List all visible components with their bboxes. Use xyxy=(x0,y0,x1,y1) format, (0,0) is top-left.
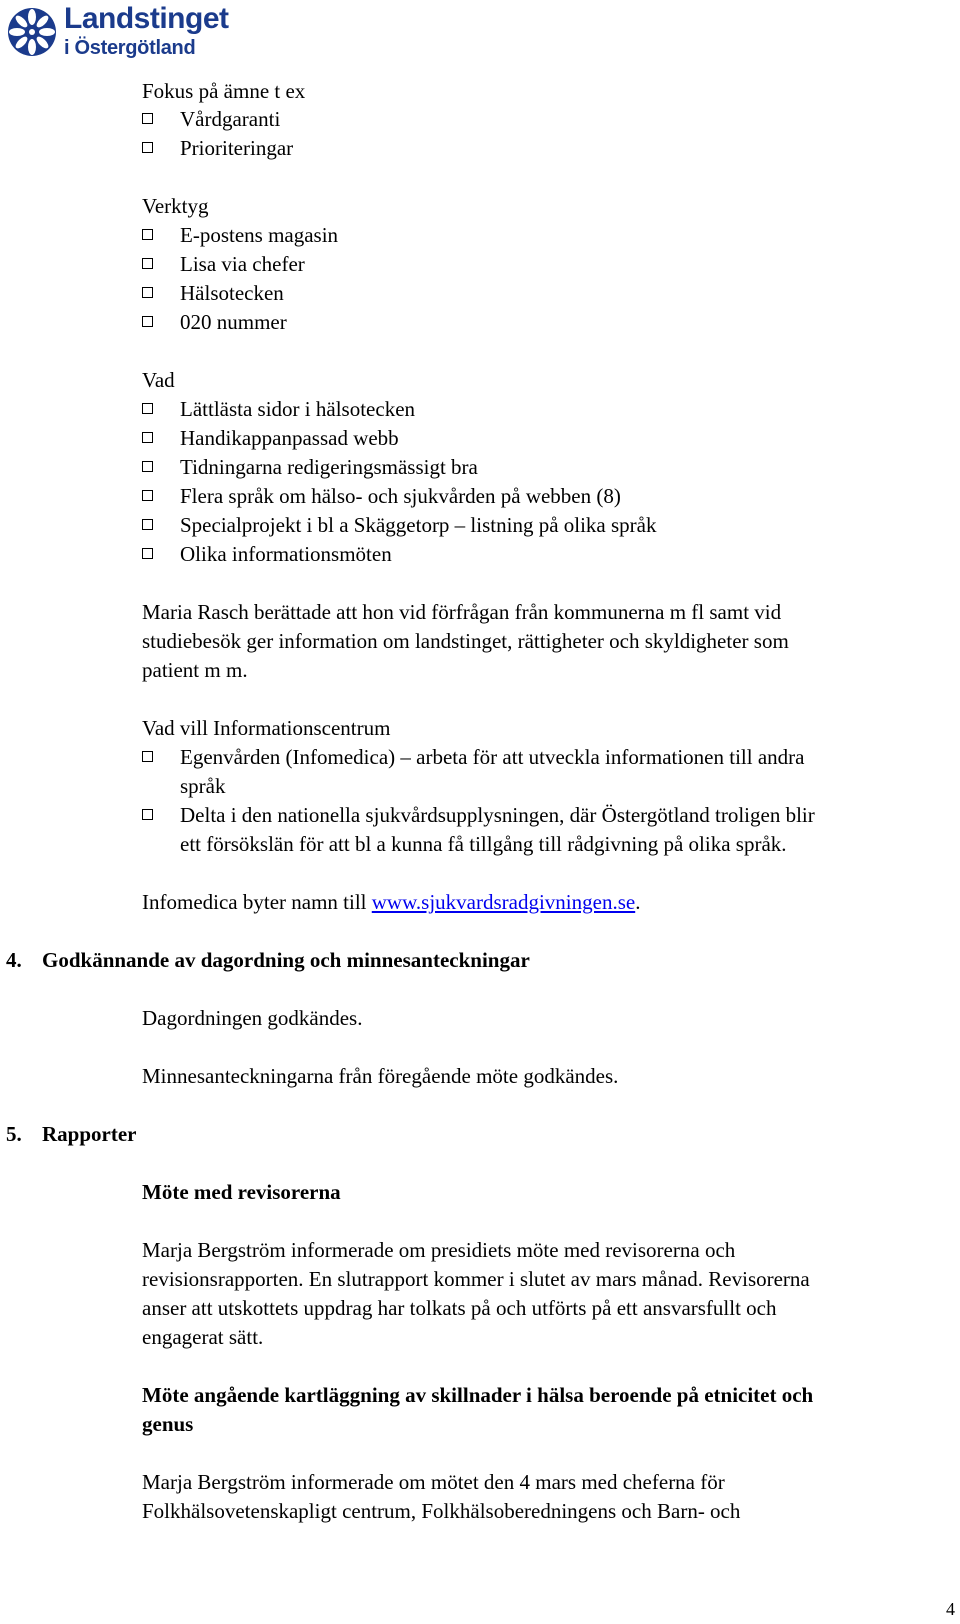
flower-emblem-icon xyxy=(6,6,58,58)
infomedica-line xyxy=(142,888,640,917)
subheading-cont: genus xyxy=(142,1412,194,1436)
paragraph-line: Marja Bergström informerade om presidiets möte med revisorerna och xyxy=(142,1238,736,1262)
checkbox-bullet-icon xyxy=(142,490,154,502)
section-title: Rapporter xyxy=(42,1122,137,1146)
verktyg-label: Verktyg xyxy=(142,194,209,218)
checkbox-bullet-icon xyxy=(142,519,154,531)
section-number: 5. xyxy=(6,1122,22,1146)
vad-vill-item-cont: språk xyxy=(180,774,226,798)
fokus-item: Prioriteringar xyxy=(180,136,294,160)
vad-item: Handikappanpassad webb xyxy=(180,426,399,450)
paragraph-line: Marja Bergström informerade om mötet den 4 mars med cheferna för xyxy=(142,1470,725,1494)
checkbox-bullet-icon xyxy=(142,229,154,241)
infomedica-prefix: Infomedica byter namn till xyxy=(142,890,372,914)
checkbox-bullet-icon xyxy=(142,316,154,328)
checkbox-bullet-icon xyxy=(142,287,154,299)
checkbox-bullet-icon xyxy=(142,548,154,560)
paragraph-line: engagerat sätt. xyxy=(142,1325,264,1349)
subheading: Möte med revisorerna xyxy=(142,1180,341,1204)
decision-line: Dagordningen godkändes. xyxy=(142,1006,363,1030)
verktyg-item: Lisa via chefer xyxy=(180,252,305,276)
decision-line: Minnesanteckningarna från föregående möte godkändes. xyxy=(142,1064,619,1088)
paragraph-line: Maria Rasch berättade att hon vid förfrågan från kommunerna m fl samt vid xyxy=(142,600,782,624)
paragraph-line: revisionsrapporten. En slutrapport kommer i slutet av mars månad. Revisorerna xyxy=(142,1267,810,1291)
paragraph-line: anser att utskottets uppdrag har tolkats på och utförts på ett ansvarsfullt och xyxy=(142,1296,777,1320)
vad-vill-item: Egenvården (Infomedica) – arbeta för att utveckla informationen till andra xyxy=(180,745,805,769)
fokus-label: Fokus på ämne t ex xyxy=(142,79,306,103)
verktyg-item: 020 nummer xyxy=(180,310,287,334)
page-number: 4 xyxy=(946,1599,955,1619)
vad-item: Specialprojekt i bl a Skäggetorp – listning på olika språk xyxy=(180,513,657,537)
checkbox-bullet-icon xyxy=(142,461,154,473)
section-title: Godkännande av dagordning och minnesanteckningar xyxy=(42,948,530,972)
vad-item: Olika informationsmöten xyxy=(180,542,392,566)
verktyg-item: E-postens magasin xyxy=(180,223,339,247)
checkbox-bullet-icon xyxy=(142,142,154,154)
infomedica-suffix: . xyxy=(635,890,641,914)
vad-item: Flera språk om hälso- och sjukvården på webben (8) xyxy=(180,484,621,508)
vad-label: Vad xyxy=(142,368,175,392)
vad-vill-label: Vad vill Informationscentrum xyxy=(142,716,391,740)
vad-item: Tidningarna redigeringsmässigt bra xyxy=(180,455,478,479)
paragraph-line: studiebesök ger information om landstinget, rättigheter och skyldigheter som xyxy=(142,629,789,653)
subheading: Möte angående kartläggning av skillnader i hälsa beroende på etnicitet och xyxy=(142,1383,814,1407)
checkbox-bullet-icon xyxy=(142,809,154,821)
checkbox-bullet-icon xyxy=(142,751,154,763)
logo-subtitle: i Östergötland xyxy=(64,37,196,59)
checkbox-bullet-icon xyxy=(142,113,154,125)
logo-title: Landstinget xyxy=(64,2,229,35)
fokus-item: Vårdgaranti xyxy=(180,107,281,131)
sjukvardsradgivningen-link[interactable]: www.sjukvardsradgivningen.se xyxy=(371,890,636,914)
verktyg-item: Hälsotecken xyxy=(180,281,284,305)
vad-vill-item-cont: ett försökslän för att bl a kunna få tillgång till rådgivning på olika språk. xyxy=(180,832,787,856)
section-5-heading xyxy=(6,1120,136,1149)
checkbox-bullet-icon xyxy=(142,403,154,415)
paragraph-line: patient m m. xyxy=(142,658,248,682)
landstinget-logo xyxy=(6,4,246,64)
vad-item: Lättlästa sidor i hälsotecken xyxy=(180,397,416,421)
section-4-heading xyxy=(6,946,530,975)
section-number: 4. xyxy=(6,948,22,972)
checkbox-bullet-icon xyxy=(142,258,154,270)
paragraph-line: Folkhälsovetenskapligt centrum, Folkhälsoberedningens och Barn- och xyxy=(142,1499,741,1523)
checkbox-bullet-icon xyxy=(142,432,154,444)
vad-vill-item: Delta i den nationella sjukvårdsupplysningen, där Östergötland troligen blir xyxy=(180,803,815,827)
